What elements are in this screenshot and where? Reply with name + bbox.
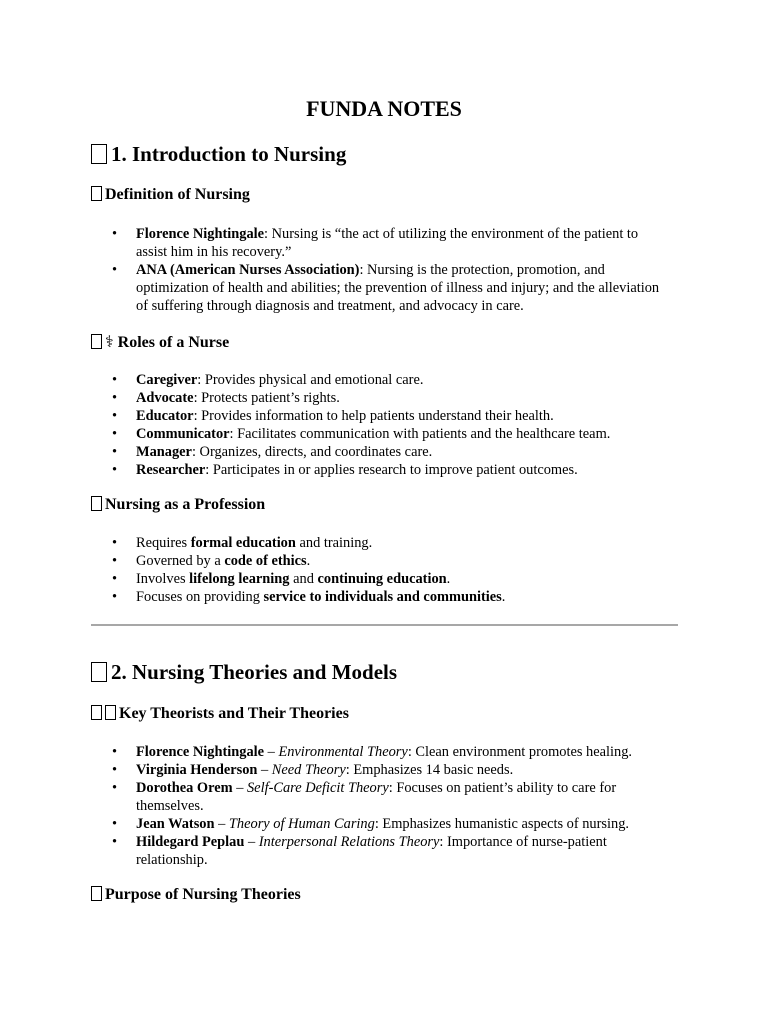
- description: : Organizes, directs, and coordinates care.: [191, 444, 433, 460]
- list-item: [112, 570, 672, 588]
- page-title: FUNDA NOTES: [306, 96, 462, 121]
- description: : Protects patient’s rights.: [193, 390, 340, 406]
- missing-glyph-icon: [91, 144, 107, 164]
- description: : Focuses on patient’s ability to care for themselves.: [136, 780, 617, 814]
- text: .: [306, 553, 311, 569]
- emphasis: continuing education: [317, 571, 447, 587]
- term: Researcher: [136, 462, 206, 478]
- list-item: [112, 588, 672, 606]
- subheading-text: Purpose of Nursing Theories: [105, 886, 301, 903]
- list-item: [112, 389, 672, 407]
- profession-list: [112, 534, 672, 606]
- missing-glyph-icon: [91, 662, 107, 682]
- list-item: [112, 371, 672, 389]
- text: Governed by a: [136, 553, 225, 569]
- theorist-name: Dorothea Orem: [136, 780, 233, 796]
- theory-name: Theory of Human Caring: [228, 816, 375, 832]
- theorist-name: Virginia Henderson: [136, 762, 258, 778]
- subheading-text: Roles of a Nurse: [117, 334, 230, 351]
- text: and training.: [295, 535, 373, 551]
- caduceus-icon: ⚕: [105, 334, 114, 351]
- text: and: [289, 571, 318, 587]
- text: Involves: [136, 571, 190, 587]
- list-item: [112, 407, 672, 425]
- text: –: [257, 762, 272, 778]
- list-item: [112, 225, 672, 261]
- text: –: [264, 744, 279, 760]
- description: : Provides information to help patients understand their health.: [193, 408, 554, 424]
- description: : Clean environment promotes healing.: [407, 744, 633, 760]
- description: : Participates in or applies research to improve patient outcomes.: [205, 462, 578, 478]
- subheading-definition: [91, 186, 250, 204]
- emphasis: lifelong learning: [189, 571, 290, 587]
- list-item: [112, 534, 672, 552]
- list-item: [112, 761, 672, 779]
- list-item: [112, 779, 672, 815]
- list-item: [112, 743, 672, 761]
- subheading-text: Definition of Nursing: [105, 186, 250, 203]
- term: Educator: [136, 408, 194, 424]
- section-heading-text: 1. Introduction to Nursing: [111, 142, 347, 166]
- term: Florence Nightingale: [136, 226, 265, 242]
- list-item: [112, 461, 672, 479]
- missing-glyph-icon: [91, 886, 102, 901]
- description: : Nursing is the protection, promotion, and optimization of health and abilities; the prevention of illness and injury; and the alleviation of suffering through diagnosis and treatment, and advocacy in care.: [136, 262, 660, 314]
- theory-name: Interpersonal Relations Theory: [258, 834, 440, 850]
- subheading-roles: [91, 332, 229, 352]
- subheading-text: Nursing as a Profession: [105, 496, 266, 513]
- text: Requires: [136, 535, 191, 551]
- term: Advocate: [136, 390, 194, 406]
- list-item: [112, 425, 672, 443]
- theorist-name: Jean Watson: [136, 816, 215, 832]
- description: : Facilitates communication with patients and the healthcare team.: [229, 426, 611, 442]
- description: : Emphasizes 14 basic needs.: [345, 762, 514, 778]
- text: –: [244, 834, 259, 850]
- description: : Emphasizes humanistic aspects of nursing.: [374, 816, 630, 832]
- emphasis: service to individuals and communities: [263, 589, 502, 605]
- term: Caregiver: [136, 372, 198, 388]
- description: : Nursing is “the act of utilizing the environment of the patient to assist him in his recovery.”: [136, 226, 639, 260]
- roles-list: [112, 371, 672, 479]
- text: –: [232, 780, 247, 796]
- list-item: [112, 815, 672, 833]
- theory-name: Need Theory: [271, 762, 346, 778]
- theorists-list: [112, 743, 672, 869]
- text: –: [214, 816, 229, 832]
- description: : Importance of nurse-patient relationship.: [136, 834, 607, 868]
- missing-glyph-icon: [105, 705, 116, 720]
- emphasis: code of ethics: [224, 553, 307, 569]
- list-item: [112, 552, 672, 570]
- list-item: [112, 443, 672, 461]
- section-heading-text: 2. Nursing Theories and Models: [111, 660, 398, 684]
- subheading-purpose: [91, 886, 301, 904]
- section-divider: [91, 624, 678, 626]
- subheading-profession: [91, 496, 265, 514]
- theory-name: Self-Care Deficit Theory: [246, 780, 389, 796]
- missing-glyph-icon: [91, 334, 102, 349]
- text: Focuses on providing: [136, 589, 264, 605]
- definition-list: [112, 225, 672, 315]
- list-item: [112, 261, 672, 315]
- term: Communicator: [136, 426, 230, 442]
- missing-glyph-icon: [91, 186, 102, 201]
- text: .: [501, 589, 506, 605]
- text: .: [446, 571, 451, 587]
- missing-glyph-icon: [91, 496, 102, 511]
- term: Manager: [136, 444, 192, 460]
- theorist-name: Hildegard Peplau: [136, 834, 245, 850]
- missing-glyph-icon: [91, 705, 102, 720]
- subheading-text: Key Theorists and Their Theories: [119, 705, 349, 722]
- section-heading-theories: [91, 660, 397, 685]
- theory-name: Environmental Theory: [278, 744, 408, 760]
- term: ANA (American Nurses Association): [136, 262, 360, 278]
- emphasis: formal education: [190, 535, 296, 551]
- subheading-theorists: [91, 705, 349, 723]
- description: : Provides physical and emotional care.: [197, 372, 424, 388]
- section-heading-introduction: [91, 142, 346, 167]
- theorist-name: Florence Nightingale: [136, 744, 265, 760]
- list-item: [112, 833, 672, 869]
